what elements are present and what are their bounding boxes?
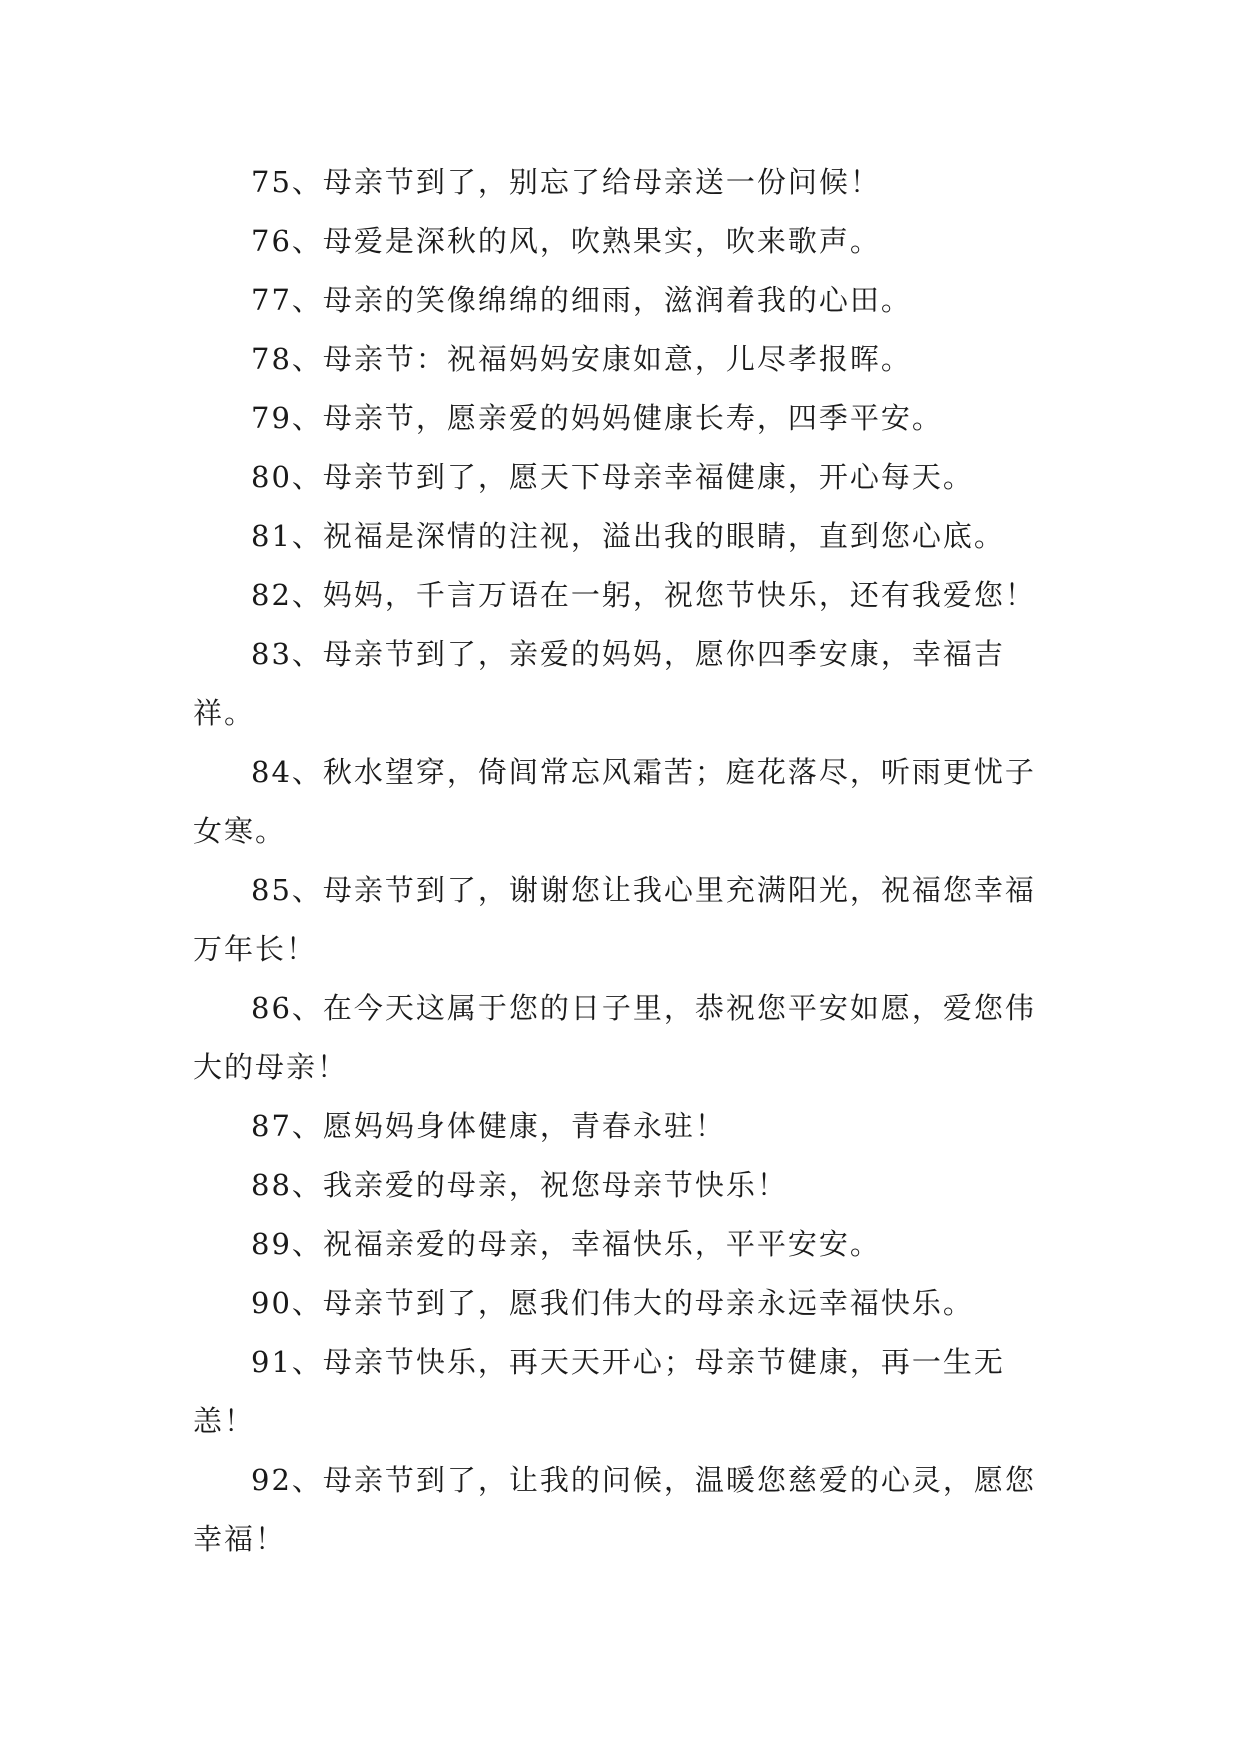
paragraph-line: 恙！ <box>193 1404 256 1438</box>
paragraph <box>193 979 1063 1097</box>
paragraph-line: 88、我亲爱的母亲，祝您母亲节快乐！ <box>251 1168 788 1202</box>
paragraph <box>193 389 1063 448</box>
paragraph <box>193 1215 1063 1274</box>
paragraph-line: 福万年长！ <box>193 873 1036 966</box>
paragraph <box>193 153 1063 212</box>
paragraph-line: 81、祝福是深情的注视，溢出我的眼睛，直到您心底。 <box>251 519 1005 553</box>
paragraph-line: 80、母亲节到了，愿天下母亲幸福健康，开心每天。 <box>251 460 974 494</box>
paragraph-line: 75、母亲节到了，别忘了给母亲送一份问候！ <box>251 165 881 199</box>
paragraph <box>193 625 1063 743</box>
paragraph-line: 伟大的母亲！ <box>193 991 1036 1084</box>
paragraph-line: 77、母亲的笑像绵绵的细雨，滋润着我的心田。 <box>251 283 912 317</box>
paragraph-line: 83、母亲节到了，亲爱的妈妈，愿你四季安康，幸福吉 <box>251 637 1005 671</box>
paragraph <box>193 1097 1063 1156</box>
paragraph-line: 90、母亲节到了，愿我们伟大的母亲永远幸福快乐。 <box>251 1286 974 1320</box>
paragraph-line: 92、母亲节到了，让我的问候，温暖您慈爱的心灵，愿 <box>251 1463 1005 1497</box>
paragraph-line: 您幸福！ <box>193 1463 1036 1556</box>
paragraph <box>193 271 1063 330</box>
paragraph <box>193 743 1063 861</box>
paragraph <box>193 1451 1063 1569</box>
paragraph-line: 87、愿妈妈身体健康，青春永驻！ <box>251 1109 726 1143</box>
paragraph <box>193 1156 1063 1215</box>
paragraph-line: 85、母亲节到了，谢谢您让我心里充满阳光，祝福您幸 <box>251 873 1005 907</box>
paragraph <box>193 330 1063 389</box>
paragraph-line: 82、妈妈，千言万语在一躬，祝您节快乐，还有我爱您！ <box>251 578 1036 612</box>
paragraph-line: 86、在今天这属于您的日子里，恭祝您平安如愿，爱您 <box>251 991 1005 1025</box>
paragraph-line: 89、祝福亲爱的母亲，幸福快乐，平平安安。 <box>251 1227 881 1261</box>
paragraph-line: 79、母亲节，愿亲爱的妈妈健康长寿，四季平安。 <box>251 401 943 435</box>
paragraph <box>193 861 1063 979</box>
paragraph <box>193 1333 1063 1451</box>
document-body <box>193 153 1063 1569</box>
paragraph <box>193 566 1063 625</box>
paragraph <box>193 212 1063 271</box>
paragraph-line: 76、母爱是深秋的风，吹熟果实，吹来歌声。 <box>251 224 881 258</box>
paragraph-line: 祥。 <box>193 696 256 730</box>
paragraph <box>193 507 1063 566</box>
paragraph <box>193 448 1063 507</box>
paragraph <box>193 1274 1063 1333</box>
paragraph-line: 78、母亲节：祝福妈妈安康如意，儿尽孝报晖。 <box>251 342 912 376</box>
paragraph-line: 91、母亲节快乐，再天天开心；母亲节健康，再一生无 <box>251 1345 1005 1379</box>
paragraph-line: 子女寒。 <box>193 755 1036 848</box>
paragraph-line: 84、秋水望穿，倚闾常忘风霜苦；庭花落尽，听雨更忧 <box>251 755 1005 789</box>
